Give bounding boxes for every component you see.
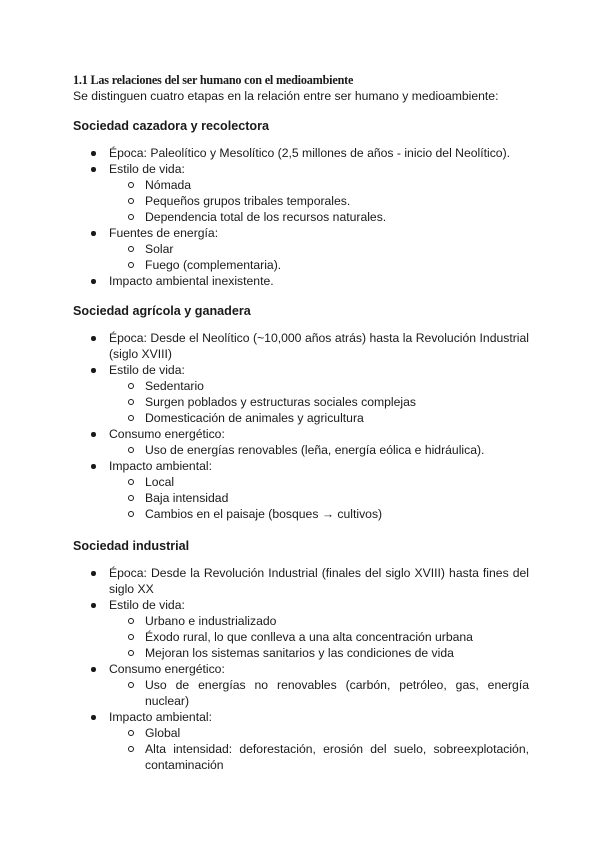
hunter-list	[73, 145, 529, 289]
sublist-item: Sedentario	[109, 378, 529, 394]
sublist	[109, 241, 529, 273]
sublist	[109, 725, 529, 773]
estilo-label: Estilo de vida:	[109, 598, 185, 612]
intro-text: Se distinguen cuatro etapas en la relación entre ser humano y medioambiente:	[73, 89, 499, 103]
sublist-item: Cambios en el paisaje (bosques → cultivos)	[109, 506, 529, 522]
list-item	[73, 330, 529, 362]
sublist	[109, 177, 529, 225]
sublist-item: Uso de energías no renovables (carbón, petróleo, gas, energía nuclear)	[109, 677, 529, 709]
sublist-item: Dependencia total de los recursos naturales.	[109, 209, 529, 225]
sublist-item: Uso de energías renovables (leña, energía eólica e hidráulica).	[109, 442, 529, 458]
fuentes-label: Fuentes de energía:	[109, 226, 219, 240]
sublist-item: Pequeños grupos tribales temporales.	[109, 193, 529, 209]
heading-hunter-society: Sociedad cazadora y recolectora	[73, 119, 269, 133]
list-item	[73, 273, 529, 289]
epoca-text: Época: Desde la Revolución Industrial (finales del siglo XVIII) hasta fines del siglo XX	[109, 566, 529, 596]
sublist-item: Urbano e industrializado	[109, 613, 529, 629]
epoca-text: Época: Paleolítico y Mesolítico (2,5 millones de años - inicio del Neolítico).	[109, 146, 511, 160]
sublist-item: Alta intensidad: deforestación, erosión del suelo, sobreexplotación, contaminación	[109, 741, 529, 773]
sublist-item: Mejoran los sistemas sanitarios y las condiciones de vida	[109, 645, 529, 661]
estilo-label: Estilo de vida:	[109, 363, 185, 377]
impacto-label: Impacto ambiental:	[109, 459, 212, 473]
sublist-item: Domesticación de animales y agricultura	[109, 410, 529, 426]
consumo-label: Consumo energético:	[109, 427, 225, 441]
consumo-label: Consumo energético:	[109, 662, 225, 676]
impacto-text: Impacto ambiental inexistente.	[109, 274, 274, 288]
agri-list	[73, 330, 529, 522]
sublist	[109, 442, 529, 458]
list-item	[73, 362, 529, 426]
list-item	[73, 709, 529, 773]
heading-agricultural-society: Sociedad agrícola y ganadera	[73, 304, 251, 318]
sublist-item: Local	[109, 474, 529, 490]
list-item	[73, 145, 529, 161]
list-item	[73, 161, 529, 225]
estilo-label: Estilo de vida:	[109, 162, 185, 176]
list-item	[73, 597, 529, 661]
sublist-item: Global	[109, 725, 529, 741]
list-item	[73, 458, 529, 522]
heading-industrial-society: Sociedad industrial	[73, 539, 190, 553]
sublist-item: Nómada	[109, 177, 529, 193]
industrial-list	[73, 565, 529, 773]
epoca-text: Época: Desde el Neolítico (~10,000 años atrás) hasta la Revolución Industrial (siglo XVIII)	[109, 331, 529, 361]
list-item	[73, 661, 529, 709]
section-title: 1.1 Las relaciones del ser humano con el medioambiente	[73, 73, 354, 87]
sublist-item: Éxodo rural, lo que conlleva a una alta concentración urbana	[109, 629, 529, 645]
list-item	[73, 225, 529, 273]
sublist-item: Fuego (complementaria).	[109, 257, 529, 273]
sublist	[109, 677, 529, 709]
sublist-item: Solar	[109, 241, 529, 257]
sublist	[109, 613, 529, 661]
list-item	[73, 565, 529, 597]
sublist	[109, 378, 529, 426]
list-item	[73, 426, 529, 458]
sublist	[109, 474, 529, 522]
impacto-label: Impacto ambiental:	[109, 710, 212, 724]
sublist-item: Surgen poblados y estructuras sociales complejas	[109, 394, 529, 410]
sublist-item: Baja intensidad	[109, 490, 529, 506]
